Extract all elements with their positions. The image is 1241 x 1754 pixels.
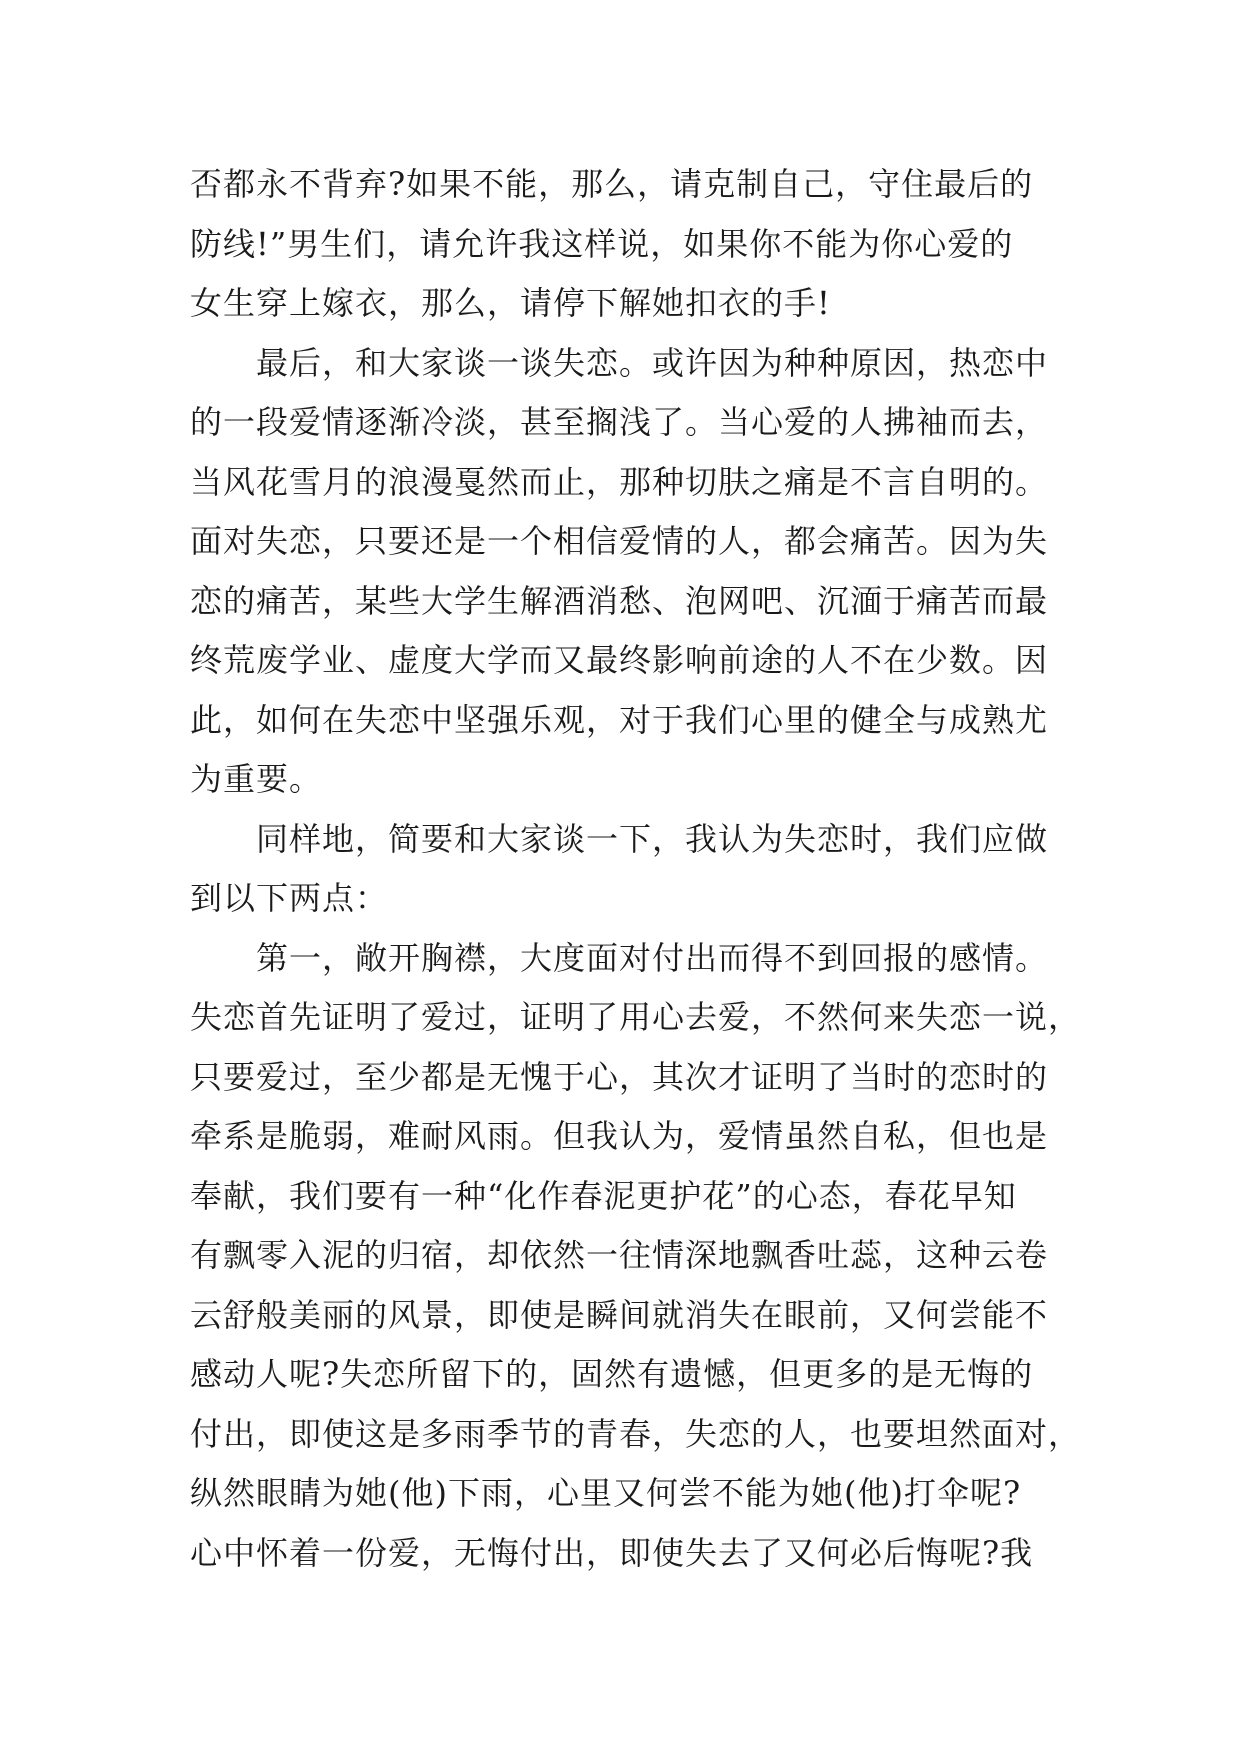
text-line: 终荒废学业、虚度大学而又最终影响前途的人不在少数。因: [190, 641, 1049, 679]
text-line: 奉献，我们要有一种“化作春泥更护花”的心态，春花早知: [190, 1176, 1017, 1215]
text-line: 失恋首先证明了爱过，证明了用心去爱，不然何来失恋一说，: [190, 998, 1082, 1036]
paragraph-start-line: 第一，敞开胸襟，大度面对付出而得不到回报的感情。: [256, 938, 1049, 977]
text-line: 纵然眼睛为她(他)下雨，心里又何尝不能为她(他)打伞呢?: [190, 1474, 1022, 1512]
text-line: 否都永不背弃?如果不能，那么，请克制自己，守住最后的: [190, 165, 1034, 203]
text-line: 此，如何在失恋中坚强乐观，对于我们心里的健全与成熟尤: [190, 700, 1049, 739]
text-line: 只要爱过，至少都是无愧于心，其次才证明了当时的恋时的: [190, 1057, 1049, 1096]
paragraph-start-line: 最后，和大家谈一谈失恋。或许因为种种原因，热恋中: [256, 343, 1049, 382]
text-line: 有飘零入泥的归宿，却依然一往情深地飘香吐蕊，这种云卷: [190, 1236, 1049, 1274]
text-line: 当风花雪月的浪漫戛然而止，那种切肤之痛是不言自明的。: [190, 462, 1049, 501]
text-line: 女生穿上嫁衣，那么，请停下解她扣衣的手!: [190, 284, 831, 322]
body-text: [190, 155, 1082, 1583]
text-line: 为重要。: [190, 760, 323, 798]
text-line: 心中怀着一份爱，无悔付出，即使失去了又何必后悔呢?我: [190, 1533, 1034, 1572]
text-line: 牵系是脆弱，难耐风雨。但我认为，爱情虽然自私，但也是: [190, 1117, 1049, 1155]
text-line: 的一段爱情逐渐冷淡，甚至搁浅了。当心爱的人拂袖而去，: [190, 403, 1049, 441]
text-line: 云舒般美丽的风景，即使是瞬间就消失在眼前，又何尝能不: [190, 1295, 1049, 1334]
text-line: 防线!”男生们，请允许我这样说，如果你不能为你心爱的: [190, 224, 1014, 263]
text-line: 面对失恋，只要还是一个相信爱情的人，都会痛苦。因为失: [190, 522, 1049, 560]
text-line: 到以下两点：: [190, 879, 389, 917]
paragraph-start-line: 同样地，简要和大家谈一下，我认为失恋时，我们应做: [256, 819, 1049, 858]
text-line: 付出，即使这是多雨季节的青春，失恋的人，也要坦然面对，: [190, 1414, 1082, 1453]
text-line: 感动人呢?失恋所留下的，固然有遗憾，但更多的是无悔的: [190, 1355, 1034, 1393]
text-line: 恋的痛苦，某些大学生解酒消愁、泡网吧、沉湎于痛苦而最: [190, 581, 1049, 620]
